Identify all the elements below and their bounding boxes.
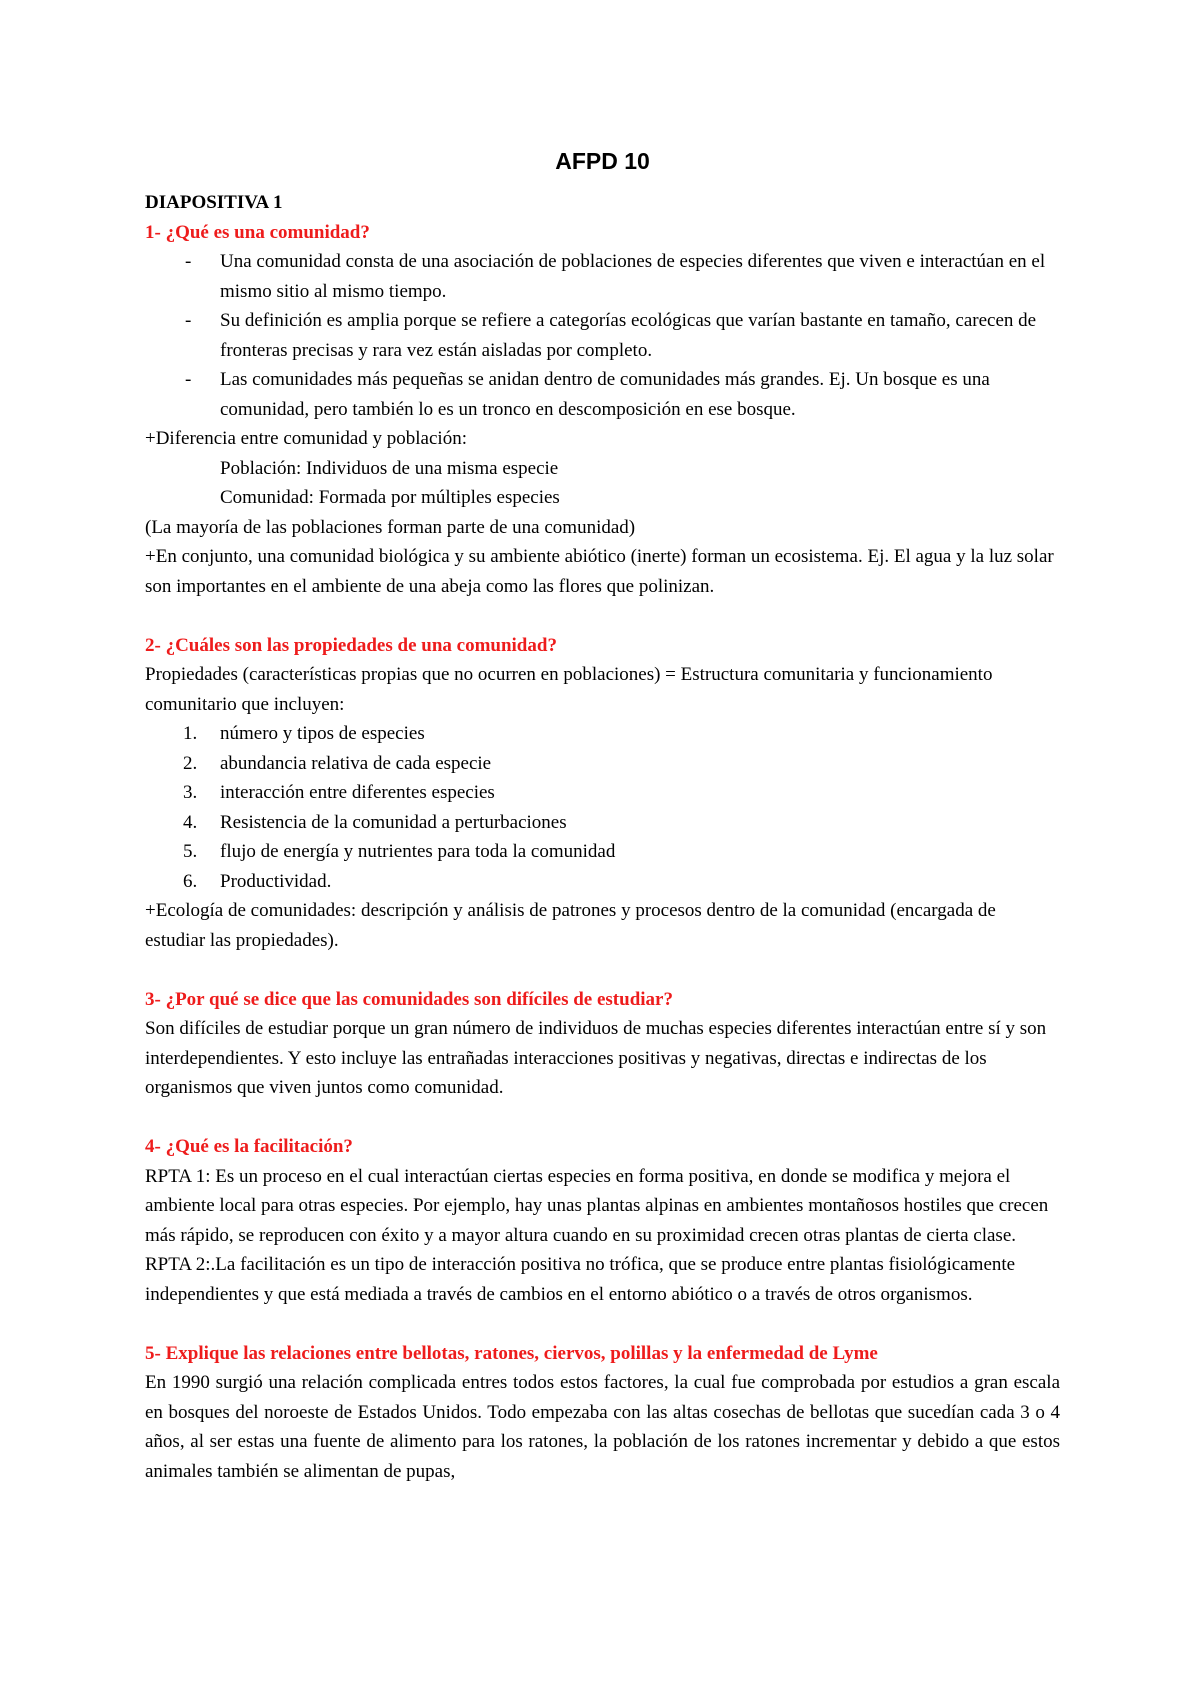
bullet-item: - Una comunidad consta de una asociación de poblaciones de especies diferentes que viven e interactúan en el mismo sitio al mismo tiempo. — [145, 247, 1060, 306]
document-title: AFPD 10 — [555, 148, 650, 174]
spacer — [145, 601, 1060, 631]
ecosystem-note: +En conjunto, una comunidad biológica y su ambiente abiótico (inerte) forman un ecosistema. Ej. El agua y la luz solar son importantes en el ambiente de una abeja como las flores que polinizan. — [145, 546, 1054, 597]
section-4 — [145, 1132, 1060, 1309]
community-ecology-note: +Ecología de comunidades: descripción y análisis de patrones y procesos dentro de la comunidad (encargada de estudiar las propiedades). — [145, 900, 996, 951]
list-text: flujo de energía y nutrientes para toda la comunidad — [220, 841, 616, 862]
list-text: interacción entre diferentes especies — [220, 782, 495, 803]
question-2-heading: 2- ¿Cuáles son las propiedades de una comunidad? — [145, 634, 557, 656]
section-2 — [145, 631, 1060, 956]
slide-label: DIAPOSITIVA 1 — [145, 192, 283, 213]
question-3-heading: 3- ¿Por qué se dice que las comunidades son difíciles de estudiar? — [145, 988, 673, 1010]
question-4-heading: 4- ¿Qué es la facilitación? — [145, 1136, 353, 1157]
list-text: abundancia relativa de cada especie — [220, 752, 492, 774]
list-text: Productividad. — [220, 870, 332, 892]
list-item — [145, 778, 1060, 808]
difference-heading: +Diferencia entre comunidad y población: — [145, 428, 467, 449]
list-number: 2. — [183, 752, 198, 774]
section-3 — [145, 985, 1060, 1103]
list-number: 3. — [183, 782, 198, 803]
list-item — [145, 867, 1060, 897]
list-number: 6. — [183, 870, 198, 892]
list-text: número y tipos de especies — [220, 723, 425, 744]
question-1-heading: 1- ¿Qué es una comunidad? — [145, 221, 370, 243]
properties-list — [145, 719, 1060, 896]
list-item — [145, 808, 1060, 838]
properties-intro: Propiedades (características propias que no ocurren en poblaciones) = Estructura comunitaria y funcionamiento comunitario que incluyen: — [145, 664, 993, 715]
bullet-item: - Las comunidades más pequeñas se anidan dentro de comunidades más grandes. Ej. Un bosque es una comunidad, pero también lo es un tronco en descomposición en ese bosque. — [145, 365, 1060, 424]
question-4-answer-2: RPTA 2:.La facilitación es un tipo de interacción positiva no trófica, que se produce entre plantas fisiológicamente independientes y que está mediada a través de cambios en el entorno abiótico o a través de otros organismos. — [145, 1254, 1016, 1305]
section-1 — [145, 218, 1060, 602]
difference-item: Comunidad: Formada por múltiples especies — [220, 487, 560, 508]
spacer — [145, 955, 1060, 985]
document-body — [145, 146, 1060, 1486]
spacer — [145, 1103, 1060, 1133]
list-number: 1. — [183, 723, 198, 744]
population-note: (La mayoría de las poblaciones forman parte de una comunidad) — [145, 516, 636, 538]
list-item — [145, 837, 1060, 867]
question-3-answer: Son difíciles de estudiar porque un gran número de individuos de muchas especies diferentes interactúan entre sí y son interdependientes. Y esto incluye las entrañadas interacciones positivas y negativas, directas e indirectas de los organismos que viven juntos como comunidad. — [145, 1018, 1047, 1098]
question-1-bullets — [145, 247, 1060, 424]
bullet-item: - Su definición es amplia porque se refiere a categorías ecológicas que varían bastante en tamaño, carecen de fronteras precisas y rara vez están aisladas por completo. — [145, 306, 1060, 365]
question-4-answer-1: RPTA 1: Es un proceso en el cual interactúan ciertas especies en forma positiva, en donde se modifica y mejora el ambiente local para otras especies. Por ejemplo, hay unas plantas alpinas en ambientes montañosos hostiles que crecen más rápido, se reproducen con éxito y a mayor altura cuando en su proximidad crecen otras plantas de cierta clase. — [145, 1165, 1049, 1246]
list-number: 4. — [183, 811, 198, 833]
section-5 — [145, 1339, 1060, 1487]
spacer — [145, 1309, 1060, 1339]
difference-item: Población: Individuos de una misma especie — [220, 457, 559, 479]
list-text: Resistencia de la comunidad a perturbaciones — [220, 811, 567, 833]
list-item — [145, 749, 1060, 779]
question-5-heading: 5- Explique las relaciones entre bellotas, ratones, ciervos, polillas y la enfermedad de Lyme — [145, 1342, 878, 1364]
list-number: 5. — [183, 841, 198, 862]
list-item — [145, 719, 1060, 749]
question-5-answer: En 1990 surgió una relación complicada entres todos estos factores, la cual fue comprobada por estudios a gran escala en bosques del noroeste de Estados Unidos. Todo empezaba con las altas cosechas de bellotas que sucedían cada 3 o 4 años, al ser estas una fuente de alimento para los ratones, la población de los ratones incrementar y debido a que estos animales también se alimentan de pupas, — [145, 1372, 1060, 1482]
